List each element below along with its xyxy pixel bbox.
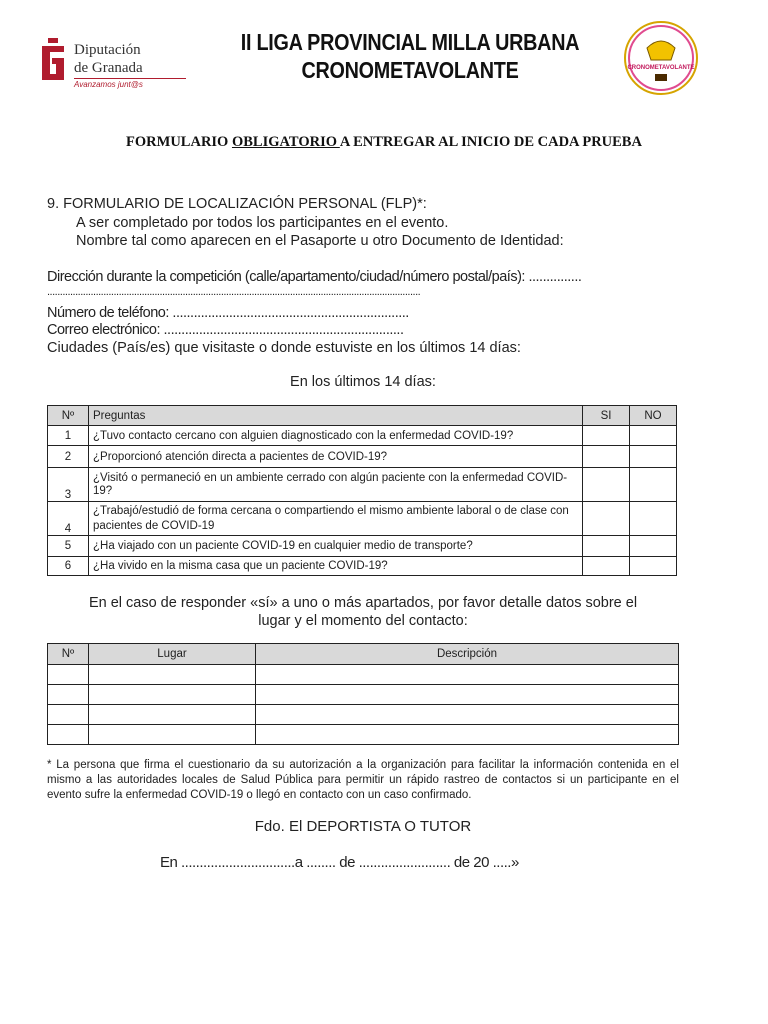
title-line-2: CRONOMETAVOLANTE [301,57,519,83]
question-num: 2 [48,446,89,468]
questions-header-row [48,406,677,426]
phone-field[interactable]: Número de teléfono: ................................................................... [47,305,409,321]
table-row [48,446,677,468]
subtitle-part-1: FORMULARIO [126,134,232,150]
last-14-days-heading: En los últimos 14 días: [290,374,436,390]
cronometavolante-badge-icon [622,20,700,96]
table-row [48,426,677,446]
answer-no-cell[interactable] [630,446,677,468]
question-text: ¿Ha viajado con un paciente COVID-19 en cualquier medio de transporte? [89,536,583,557]
details-place-cell[interactable] [89,685,256,705]
header-question: Preguntas [89,406,583,426]
details-place-cell[interactable] [89,665,256,685]
logo-line-2: de Granada [74,60,143,76]
cities-label: Ciudades (País/es) que visitaste o donde estuviste en los últimos 14 días: [47,340,521,356]
details-place-cell[interactable] [89,725,256,745]
logo-line-1: Diputación [74,42,141,58]
instruction-line-2: lugar y el momento del contacto: [258,613,468,629]
answer-yes-cell[interactable] [583,536,630,557]
answer-no-cell[interactable] [630,426,677,446]
table-row [48,725,679,745]
table-row [48,468,677,502]
answer-no-cell[interactable] [630,502,677,536]
details-num-cell[interactable] [48,685,89,705]
answer-yes-cell[interactable] [583,426,630,446]
answer-yes-cell[interactable] [583,468,630,502]
answer-no-cell[interactable] [630,536,677,557]
details-header-row [48,644,679,665]
table-row [48,665,679,685]
section-line-2: Nombre tal como aparecen en el Pasaporte u otro Documento de Identidad: [76,233,564,249]
question-text: ¿Proporcionó atención directa a pacientes de COVID-19? [89,446,583,468]
details-description-cell[interactable] [256,685,679,705]
email-field[interactable]: Correo electrónico: .................................................................... [47,322,404,338]
cronometavolante-logo [622,20,700,96]
answer-no-cell[interactable] [630,557,677,576]
table-row [48,502,677,536]
logo-divider [74,78,186,79]
details-description-cell[interactable] [256,725,679,745]
details-header-num: Nº [48,644,89,665]
crono-logo-text: CRONOMETAVOLANTE [627,65,695,71]
question-text: ¿Visitó o permaneció en un ambiente cerrado con algún paciente con la enfermedad COVID-19? [89,468,583,502]
details-description-cell[interactable] [256,665,679,685]
section-heading: 9. FORMULARIO DE LOCALIZACIÓN PERSONAL (FLP)*: [47,196,427,212]
details-header-place: Lugar [89,644,256,665]
form-subtitle [0,134,768,151]
address-continuation-field[interactable]: .................................................................................................................................................. [47,286,421,298]
details-num-cell[interactable] [48,725,89,745]
diputacion-emblem-icon [38,38,68,82]
details-description-cell[interactable] [256,705,679,725]
question-num: 5 [48,536,89,557]
question-num: 1 [48,426,89,446]
question-num: 6 [48,557,89,576]
details-num-cell[interactable] [48,665,89,685]
address-field[interactable]: Dirección durante la competición (calle/apartamento/ciudad/número postal/país): ............... [47,269,582,285]
question-text: ¿Tuvo contacto cercano con alguien diagnosticado con la enfermedad COVID-19? [89,426,583,446]
details-header-description: Descripción [256,644,679,665]
question-text: ¿Trabajó/estudió de forma cercana o compartiendo el mismo ambiente laboral o de clase con pacientes de COVID-19 [89,502,583,536]
question-num: 3 [48,468,89,502]
answer-no-cell[interactable] [630,468,677,502]
table-row [48,685,679,705]
authorization-note: * La persona que firma el cuestionario da su autorización a la organización para facilitar la información contenida en el mismo a las autoridades locales de Salud Pública para permitir un rápido rastreo de contactos si un participante en el evento sufre la enfermedad COVID-19 o llegó en contacto con un caso confirmado. [47,759,679,801]
table-row [48,536,677,557]
header-num: Nº [48,406,89,426]
subtitle-underlined: OBLIGATORIO [231,134,340,150]
question-num: 4 [48,502,89,536]
diputacion-granada-logo [38,36,158,94]
date-field[interactable]: En ...............................a ........ de ......................... de 20 .....» [160,854,519,871]
section-line-1: A ser completado por todos los participantes en el evento. [76,215,449,231]
question-text: ¿Ha vivido en la misma casa que un paciente COVID-19? [89,557,583,576]
table-row [48,705,679,725]
contact-details-table [47,643,679,745]
header-no: NO [630,406,677,426]
answer-yes-cell[interactable] [583,557,630,576]
header-yes: SI [583,406,630,426]
title-line-1: II LIGA PROVINCIAL MILLA URBANA [240,29,580,55]
instruction-line-1: En el caso de responder «sí» a uno o más apartados, por favor detalle datos sobre el [88,595,638,611]
table-row [48,557,677,576]
details-place-cell[interactable] [89,705,256,725]
answer-yes-cell[interactable] [583,502,630,536]
subtitle-part-2: A ENTREGAR AL INICIO DE CADA PRUEBA [339,134,642,150]
logo-tagline: Avanzamos junt@s [74,80,143,89]
signature-label: Fdo. El DEPORTISTA O TUTOR [254,818,472,835]
questions-table [47,405,677,576]
details-num-cell[interactable] [48,705,89,725]
answer-yes-cell[interactable] [583,446,630,468]
page-title [221,28,599,84]
